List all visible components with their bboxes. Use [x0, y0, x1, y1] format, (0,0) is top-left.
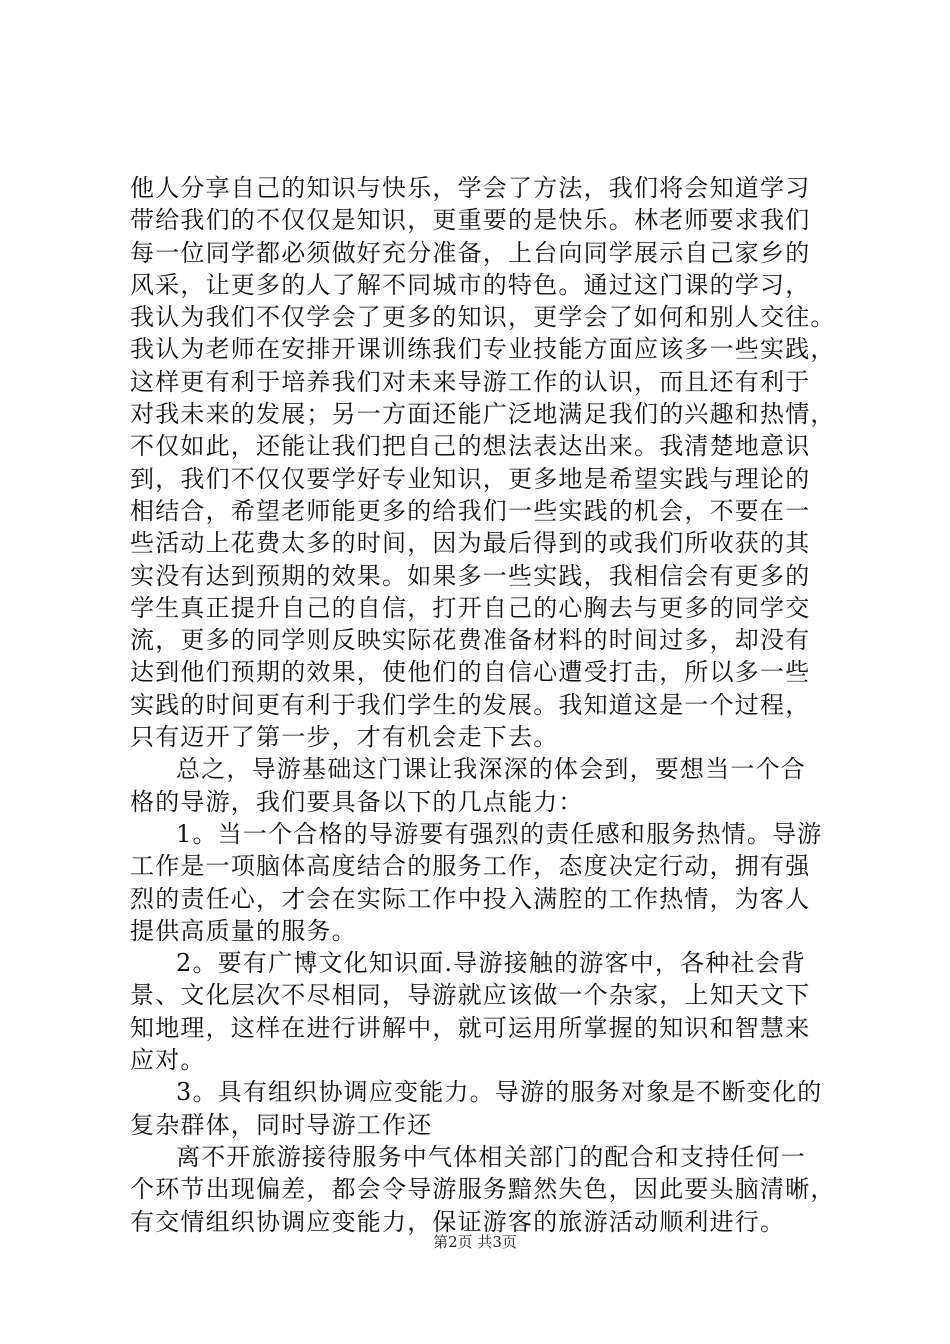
text-line: 相结合，希望老师能更多的给我们一些实践的机会，不要在一	[130, 496, 811, 525]
text-line: 学生真正提升自己的自信，打开自己的心胸去与更多的同学交	[130, 593, 811, 622]
text-line: 提供高质量的服务。	[130, 916, 357, 945]
text-line: 带给我们的不仅仅是知识，更重要的是快乐。林老师要求我们	[130, 206, 811, 235]
text-line: 流，更多的同学则反映实际花费准备材料的时间过多，却没有	[130, 626, 811, 655]
text-line: 实践的时间更有利于我们学生的发展。我知道这是一个过程，	[130, 690, 811, 719]
text-line: 到，我们不仅仅要学好专业知识，更多地是希望实践与理论的	[130, 464, 811, 493]
body-text	[130, 172, 850, 1238]
text-line: 景、文化层次不尽相同，导游就应该做一个杂家，上知天文下	[130, 981, 811, 1010]
text-line: 实没有达到预期的效果。如果多一些实践，我相信会有更多的	[130, 561, 811, 590]
text-line: 工作是一项脑体高度结合的服务工作，态度决定行动，拥有强	[130, 852, 811, 881]
text-line: 对我未来的发展；另一方面还能广泛地满足我们的兴趣和热情，	[130, 400, 836, 429]
text-line: 达到他们预期的效果，使他们的自信心遭受打击，所以多一些	[130, 658, 811, 687]
text-line: 个环节出现偏差，都会令导游服务黯然失色，因此要头脑清晰，	[130, 1175, 836, 1204]
paragraph-start-line: 总之，导游基础这门课让我深深的体会到，要想当一个合	[176, 755, 806, 784]
text-line: 每一位同学都必须做好充分准备，上台向同学展示自己家乡的	[130, 238, 811, 267]
page-number-footer: 第2页 共3页	[433, 1233, 517, 1251]
text-line: 不仅如此，还能让我们把自己的想法表达出来。我清楚地意识	[130, 432, 811, 461]
text-line: 复杂群体，同时导游工作还	[130, 1110, 433, 1139]
text-line: 只有迈开了第一步，才有机会走下去。	[130, 723, 559, 752]
text-line: 风采，让更多的人了解不同城市的特色。通过这门课的学习，	[130, 270, 811, 299]
text-line: 有交情组织协调应变能力，保证游客的旅游活动顺利进行。	[130, 1207, 786, 1236]
paragraph-start-line: 离不开旅游接待服务中气体相关部门的配合和支持任何一	[176, 1142, 806, 1171]
text-line: 烈的责任心，才会在实际工作中投入满腔的工作热情，为客人	[130, 884, 811, 913]
text-line: 格的导游，我们要具备以下的几点能力：	[130, 787, 584, 816]
text-line: 知地理，这样在进行讲解中，就可运用所掌握的知识和智慧来	[130, 1013, 811, 1042]
paragraph-start-line: 1。当一个合格的导游要有强烈的责任感和服务热情。导游	[176, 819, 823, 848]
text-line: 这样更有利于培养我们对未来导游工作的认识，而且还有利于	[130, 367, 811, 396]
text-line: 我认为我们不仅学会了更多的知识，更学会了如何和别人交往。	[130, 303, 836, 332]
text-line: 应对。	[130, 1046, 206, 1075]
text-line: 他人分享自己的知识与快乐，学会了方法，我们将会知道学习	[130, 174, 811, 202]
paragraph-start-line: 3。具有组织协调应变能力。导游的服务对象是不断变化的	[176, 1078, 823, 1107]
paragraph-start-line: 2。要有广博文化知识面.导游接触的游客中，各种社会背	[176, 949, 807, 978]
text-line: 些活动上花费太多的时间，因为最后得到的或我们所收获的其	[130, 529, 811, 558]
text-line: 我认为老师在安排开课训练我们专业技能方面应该多一些实践，	[130, 335, 836, 364]
